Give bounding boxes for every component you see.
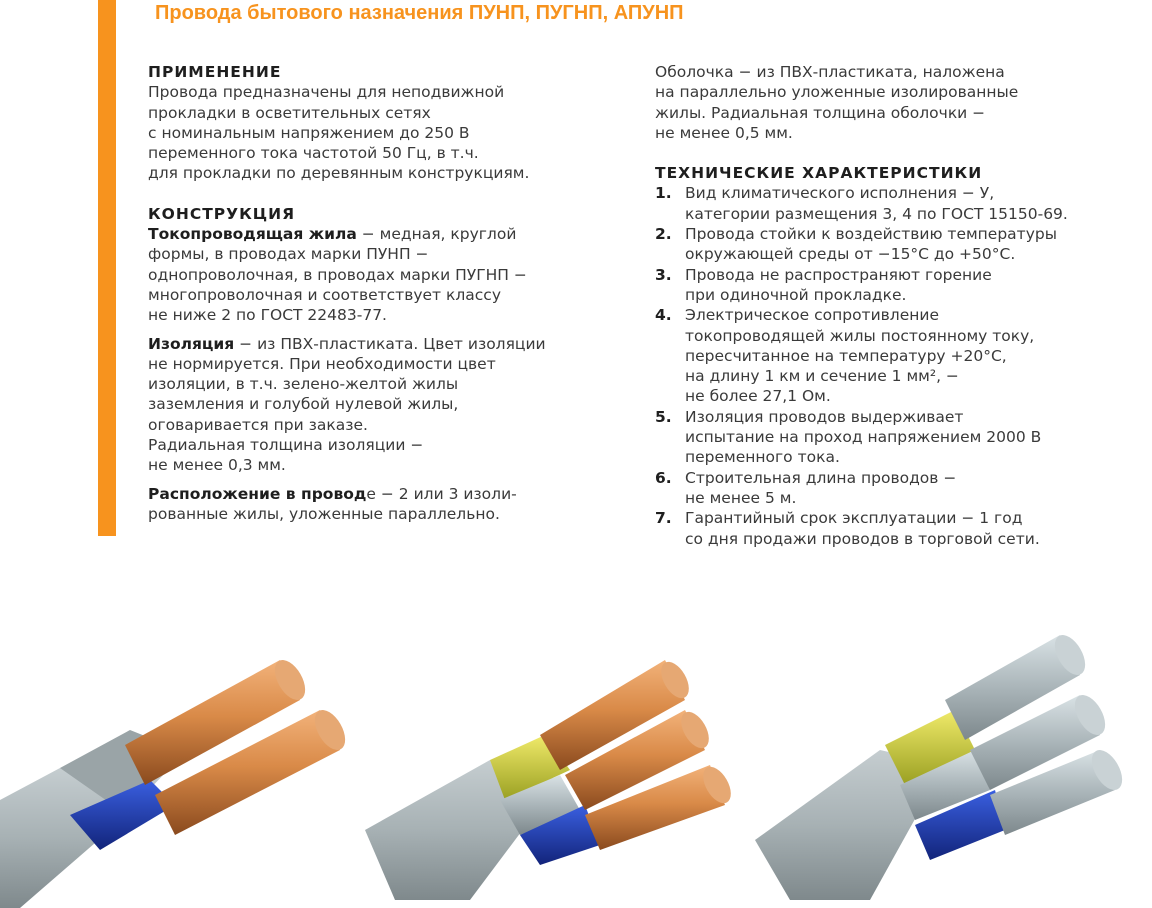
insulation-label: Изоляция xyxy=(148,334,235,353)
conductor-line: многопроволочная и соответствует классу xyxy=(148,285,501,304)
sheath-line: жилы. Радиальная толщина оболочки − xyxy=(655,103,986,122)
tech-item: 2. Провода стойки к воздействию температуры окружающей среды от −15°С до +50°С. xyxy=(655,225,1057,264)
application-line: переменного тока частотой 50 Гц, в т.ч. xyxy=(148,144,479,163)
insulation-line: не менее 0,3 мм. xyxy=(148,456,286,475)
conductor-line: формы, в проводах марки ПУНП − xyxy=(148,245,429,264)
conductor-label: Токопроводящая жила xyxy=(148,225,357,244)
application-heading: ПРИМЕНЕНИЕ xyxy=(148,63,282,81)
insulation-line: не нормируется. При необходимости цвет xyxy=(148,354,496,373)
right-column xyxy=(655,62,1135,549)
application-line: Провода предназначены для неподвижной xyxy=(148,83,505,102)
layout-label: Расположение в провод xyxy=(148,484,367,503)
tech-item: 3. Провода не распространяют горение при одиночной прокладке. xyxy=(655,265,992,304)
cable-2-core xyxy=(0,655,351,908)
tech-item: 5. Изоляция проводов выдерживает испытание на проход напряжением 2000 В переменного тока. xyxy=(655,407,1042,467)
cable-3-core-insulated xyxy=(755,630,1128,900)
insulation-line: Изоляция − из ПВХ-пластиката. Цвет изоляции xyxy=(148,334,546,353)
tech-item: 1. Вид климатического исполнения − У, категории размещения 3, 4 по ГОСТ 15150-69. xyxy=(655,184,1068,223)
insulation-line: заземления и голубой нулевой жилы, xyxy=(148,395,459,414)
tech-heading: ТЕХНИЧЕСКИЕ ХАРАКТЕРИСТИКИ xyxy=(655,164,983,183)
sheath-line: Оболочка − из ПВХ-пластиката, наложена xyxy=(655,63,1005,81)
tech-item: 6. Строительная длина проводов − не менее 5 м. xyxy=(655,468,957,507)
accent-bar xyxy=(98,0,116,536)
tech-item: 7. Гарантийный срок эксплуатации − 1 год со дня продажи проводов в торговой сети. xyxy=(655,509,1040,548)
page-title: Провода бытового назначения ПУНП, ПУГНП, АПУНП xyxy=(155,2,684,24)
insulation-line: Радиальная толщина изоляции − xyxy=(148,436,424,455)
layout-line: рованные жилы, уложенные параллельно. xyxy=(148,504,500,523)
layout-line: Расположение в проводе − 2 или 3 изоли- xyxy=(148,484,517,503)
sheath-line: не менее 0,5 мм. xyxy=(655,123,793,142)
insulation-line: оговаривается при заказе. xyxy=(148,415,368,434)
tech-list xyxy=(655,183,1135,548)
cable-illustrations xyxy=(0,600,1152,908)
construction-heading: КОНСТРУКЦИЯ xyxy=(148,204,296,223)
conductor-line: однопроволочная, в проводах марки ПУГНП − xyxy=(148,265,527,284)
application-line: для прокладки по деревянным конструкциям. xyxy=(148,164,530,183)
conductor-line: Токопроводящая жила − медная, круглой xyxy=(148,225,517,244)
application-line: прокладки в осветительных сетях xyxy=(148,103,431,122)
left-column xyxy=(148,62,618,524)
conductor-line: не ниже 2 по ГОСТ 22483-77. xyxy=(148,306,387,325)
insulation-line: изоляции, в т.ч. зелено-желтой жилы xyxy=(148,375,459,394)
application-line: с номинальным напряжением до 250 В xyxy=(148,123,470,142)
sheath-line: на параллельно уложенные изолированные xyxy=(655,83,1019,102)
cable-3-core xyxy=(365,657,737,900)
tech-item: 4. Электрическое сопротивление токопроводящей жилы постоянному току, пересчитанное на температуру +20°С, на длину 1 км и сечение 1 мм², − не более 27,1 Ом. xyxy=(655,306,1035,406)
